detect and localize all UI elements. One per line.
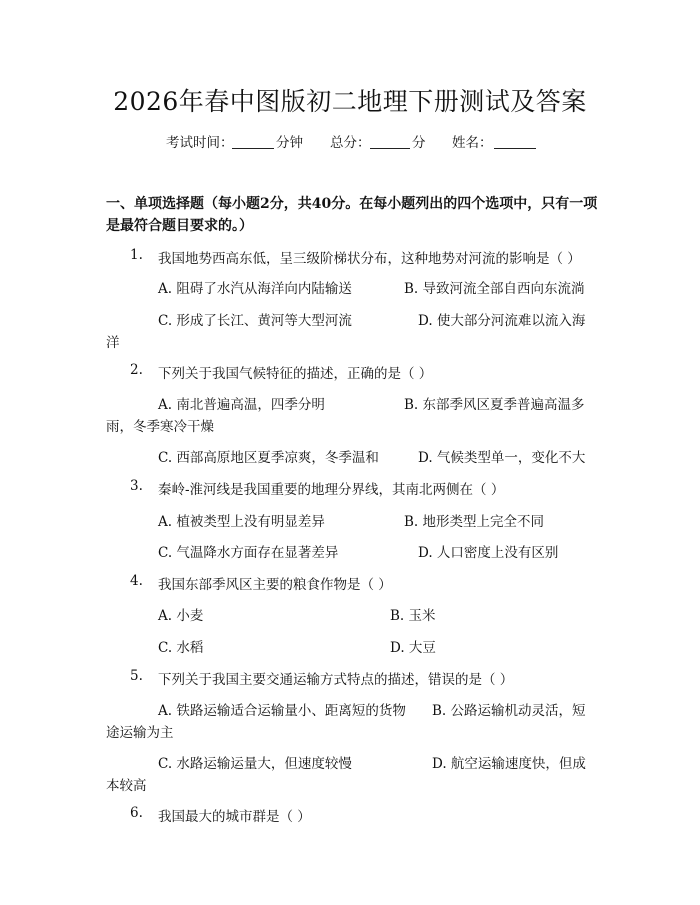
option-a: A. 植被类型上没有明显差异 xyxy=(158,514,325,530)
option-b: B. 导致河流全部自西向东流淌 xyxy=(404,281,585,297)
section-heading-line1: 一、单项选择题（每小题2分，共40分。在每小题列出的四个选项中，只有一项 xyxy=(106,196,598,212)
total-score-blank xyxy=(370,134,410,149)
name-label: 姓名： xyxy=(452,135,493,151)
exam-time-label: 考试时间： xyxy=(166,135,234,151)
question-number: 2. xyxy=(130,362,143,378)
option-a: A. 南北普遍高温，四季分明 xyxy=(158,397,325,413)
option-a: A. 阻碍了水汽从海洋向内陆输送 xyxy=(158,281,352,297)
option-b: B. 玉米 xyxy=(390,608,436,624)
total-score-unit: 分 xyxy=(412,135,426,151)
option-c: C. 水稻 xyxy=(158,640,204,656)
option-a: A. 小麦 xyxy=(158,608,204,624)
total-score-label: 总分： xyxy=(330,135,371,151)
question-number: 6. xyxy=(130,805,143,821)
section-heading-line2: 是最符合题目要求的。） xyxy=(106,218,253,234)
option-c: C. 气温降水方面存在显著差异 xyxy=(158,545,339,561)
option-d: D. 使大部分河流难以流入海 xyxy=(418,313,586,329)
page-title: 2026年春中图版初二地理下册测试及答案 xyxy=(113,87,587,116)
option-d-continuation: 洋 xyxy=(106,335,120,351)
name-blank xyxy=(494,134,536,149)
option-b: B. 东部季风区夏季普遍高温多 xyxy=(404,397,585,413)
option-c: C. 水路运输运量大，但速度较慢 xyxy=(158,756,352,772)
option-a: A. 铁路运输适合运输量小、距离短的货物 xyxy=(158,703,406,719)
option-b-continuation: 途运输为主 xyxy=(106,725,174,741)
option-d: D. 气候类型单一，变化不大 xyxy=(418,450,586,466)
question-stem: 下列关于我国气候特征的描述，正确的是（ ） xyxy=(158,366,433,382)
exam-time-unit: 分钟 xyxy=(276,135,303,151)
question-number: 1. xyxy=(130,247,143,263)
option-b: B. 地形类型上完全不同 xyxy=(404,514,545,530)
option-b: B. 公路运输机动灵活，短 xyxy=(432,703,586,719)
question-number: 3. xyxy=(130,478,143,494)
option-c: C. 形成了长江、黄河等大型河流 xyxy=(158,313,352,329)
option-d-continuation: 本较高 xyxy=(106,778,147,794)
exam-time-blank xyxy=(232,134,274,149)
question-stem: 下列关于我国主要交通运输方式特点的描述，错误的是（ ） xyxy=(158,672,514,688)
question-number: 4. xyxy=(130,573,143,589)
option-b-continuation: 雨，冬季寒冷干燥 xyxy=(106,419,214,435)
question-number: 5. xyxy=(130,668,143,684)
option-d: D. 大豆 xyxy=(390,640,436,656)
question-stem: 我国东部季风区主要的粮食作物是（ ） xyxy=(158,577,392,593)
question-stem: 我国地势西高东低，呈三级阶梯状分布，这种地势对河流的影响是（ ） xyxy=(158,251,581,267)
option-c: C. 西部高原地区夏季凉爽，冬季温和 xyxy=(158,450,379,466)
option-d: D. 人口密度上没有区别 xyxy=(418,545,559,561)
option-d: D. 航空运输速度快，但成 xyxy=(432,756,586,772)
question-stem: 秦岭-淮河线是我国重要的地理分界线，其南北两侧在（ ） xyxy=(158,482,505,498)
question-stem: 我国最大的城市群是（ ） xyxy=(158,809,311,825)
